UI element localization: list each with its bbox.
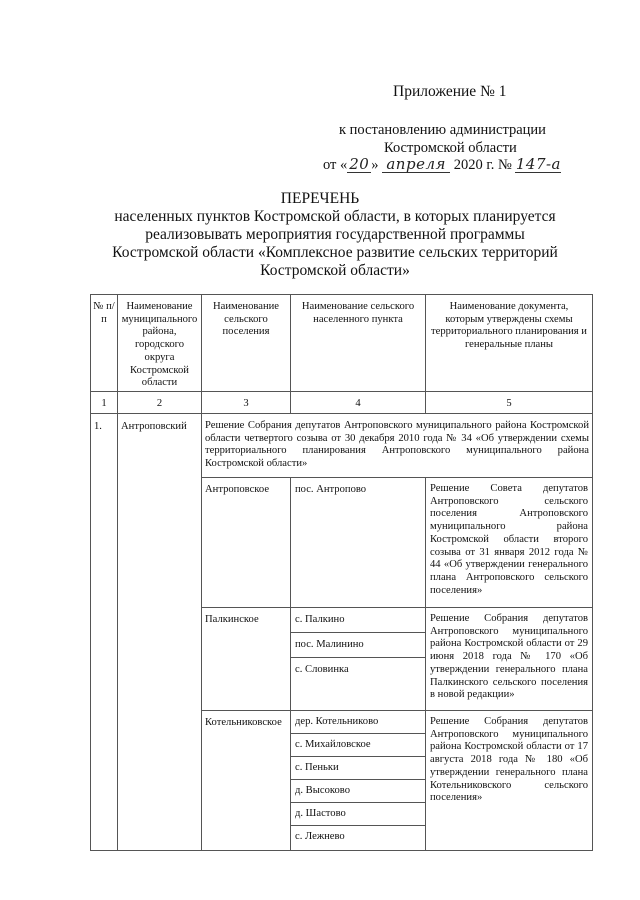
decree-reference-line1: к постановлению администрации [339, 122, 546, 138]
column-number: 1 [90, 391, 118, 414]
header-number: № п/п [90, 294, 118, 392]
date-mid: » [371, 157, 379, 173]
locality-name: пос. Антропово [290, 477, 426, 608]
settlement-document: Решение Собрания депутатов Антроповского муниципального района Костромской области от 17 августа 2018 года № 180 «Об утверждении генерального плана Котельниковского сельского поселения» [425, 710, 593, 851]
date-year: 2020 г. № [453, 157, 512, 173]
subtitle-line: реализовывать мероприятия государственной программы [145, 226, 525, 243]
decree-reference-line2: Костромской области [384, 140, 517, 156]
settlement-name: Антроповское [201, 477, 291, 608]
column-number: 4 [290, 391, 426, 414]
list-subtitle [100, 208, 570, 280]
district-scheme-document: Решение Собрания депутатов Антроповского муниципального района Костромской области четвертого созыва от 30 декабря 2010 года № 34 «Об утверждении схемы территориального планирования Антроповского муниципального района Костромской области» [201, 413, 593, 478]
subtitle-line: Костромской области «Комплексное развитие сельских территорий [112, 244, 558, 261]
locality-name: пос. Малинино [290, 632, 426, 658]
district-name: Антроповский [117, 413, 202, 851]
locality-name: с. Михайловское [290, 733, 426, 757]
locality-name: с. Лежнево [290, 825, 426, 851]
locality-name: с. Пеньки [290, 756, 426, 780]
settlement-document: Решение Собрания депутатов Антроповского муниципального района Костромской области от 29 июня 2018 года № 170 «Об утверждении генерального плана Палкинского сельского поселения в новой редакции» [425, 607, 593, 711]
subtitle-line: населенных пунктов Костромской области, в которых планируется [114, 208, 556, 225]
settlement-name: Палкинское [201, 607, 291, 711]
settlement-document: Решение Совета депутатов Антроповского сельского поселения Антроповского муниципального района Костромской области второго созыва от 31 января 2012 года № 44 «Об утверждении генерального плана Антроповского сельского поселения» [425, 477, 593, 608]
district-number: 1. [90, 413, 118, 851]
date-day-handwritten: 20 [349, 155, 370, 173]
list-title: ПЕРЕЧЕНЬ [280, 190, 360, 207]
column-number: 5 [425, 391, 593, 414]
locality-name: дер. Котельниково [290, 710, 426, 734]
locality-name: д. Высоково [290, 779, 426, 803]
header-district: Наименование муниципального района, городского округа Костромской области [117, 294, 202, 392]
date-month-handwritten: апреля [382, 156, 450, 173]
decree-number-handwritten: 147-а [515, 155, 562, 173]
decree-date-line [323, 156, 561, 174]
locality-name: с. Словинка [290, 657, 426, 711]
header-document: Наименование документа, которым утверждены схемы территориального планирования и генеральные планы [425, 294, 593, 392]
locality-name: д. Шастово [290, 802, 426, 826]
column-number: 2 [117, 391, 202, 414]
date-prefix: от « [323, 157, 348, 173]
header-locality: Наименование сельского населенного пункта [290, 294, 426, 392]
column-number: 3 [201, 391, 291, 414]
subtitle-line: Костромской области» [260, 262, 410, 279]
locality-name: с. Палкино [290, 607, 426, 633]
settlement-name: Котельниковское [201, 710, 291, 851]
appendix-title: Приложение № 1 [393, 83, 507, 100]
header-settlement: Наименование сельского поселения [201, 294, 291, 392]
